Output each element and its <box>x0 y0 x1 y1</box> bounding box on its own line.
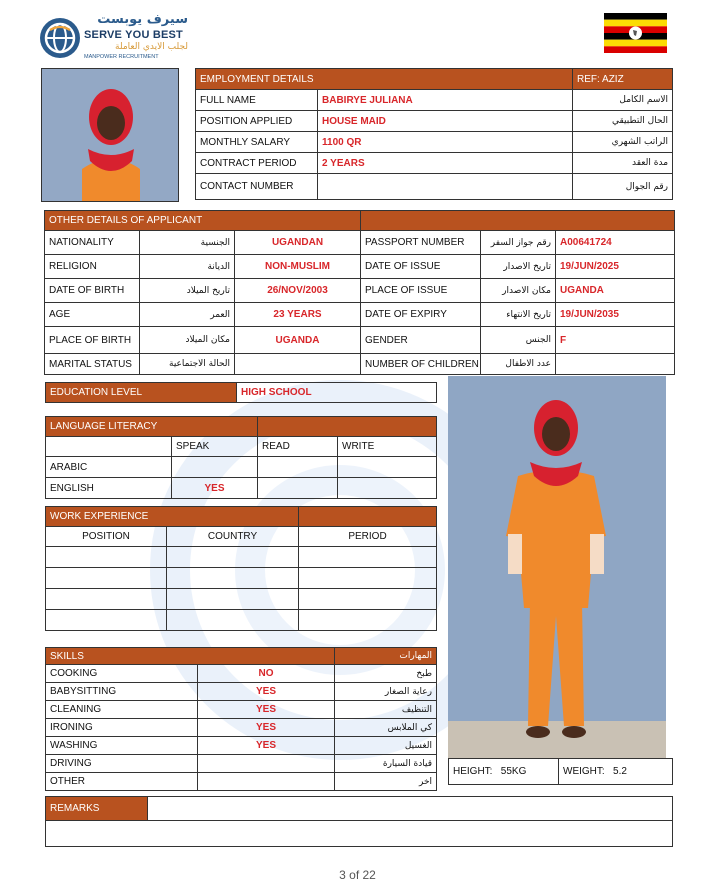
contact-arabic: رقم الجوال <box>573 174 673 200</box>
expiry-value: 19/JUN/2035 <box>556 303 675 327</box>
skill-other-arabic: اخر <box>335 773 437 791</box>
issue-date-arabic: تاريخ الاصدار <box>481 255 556 279</box>
marital-arabic: الحالة الاجتماعية <box>140 354 235 375</box>
arabic-write <box>338 457 437 478</box>
page-number: 3 of 22 <box>339 868 376 882</box>
skills-table <box>45 647 437 791</box>
work-experience-table <box>45 506 437 631</box>
skill-ironing-value: YES <box>198 719 335 737</box>
issue-place-value: UGANDA <box>556 279 675 303</box>
nationality-arabic: الجنسية <box>140 231 235 255</box>
uganda-flag-icon <box>604 13 667 53</box>
write-col-head: WRITE <box>338 437 437 457</box>
language-table <box>45 416 437 499</box>
skill-driving-arabic: قيادة السيارة <box>335 755 437 773</box>
marital-value <box>235 354 361 375</box>
salary-arabic: الراتب الشهري <box>573 132 673 153</box>
arabic-read <box>258 457 338 478</box>
gender-label: GENDER <box>361 327 481 354</box>
dob-arabic: تاريخ الميلاد <box>140 279 235 303</box>
dob-label: DATE OF BIRTH <box>45 279 140 303</box>
birthplace-label: PLACE OF BIRTH <box>45 327 140 354</box>
company-logo <box>38 12 188 64</box>
skill-cleaning-arabic: التنظيف <box>335 701 437 719</box>
work-cell <box>46 610 167 631</box>
employment-header: EMPLOYMENT DETAILS <box>196 69 573 90</box>
language-blank-head <box>46 437 172 457</box>
full-body-figure-icon <box>448 376 666 758</box>
salary-value: 1100 QR <box>318 132 573 153</box>
age-arabic: العمر <box>140 303 235 327</box>
contract-arabic: مدة العقد <box>573 153 673 174</box>
religion-label: RELIGION <box>45 255 140 279</box>
english-write <box>338 478 437 499</box>
work-cell <box>167 610 299 631</box>
work-cell <box>46 589 167 610</box>
education-label: EDUCATION LEVEL <box>46 383 237 403</box>
other-details-table <box>44 210 675 375</box>
issue-place-label: PLACE OF ISSUE <box>361 279 481 303</box>
issue-date-value: 19/JUN/2025 <box>556 255 675 279</box>
full-name-value: BABIRYE JULIANA <box>318 90 573 111</box>
skill-cooking-arabic: طبخ <box>335 665 437 683</box>
remarks-body <box>46 821 673 847</box>
ref-label: REF: <box>577 73 600 85</box>
skill-driving-label: DRIVING <box>46 755 198 773</box>
position-value: HOUSE MAID <box>318 111 573 132</box>
birthplace-value: UGANDA <box>235 327 361 354</box>
religion-arabic: الديانة <box>140 255 235 279</box>
language-header-right <box>258 417 437 437</box>
skill-washing-value: YES <box>198 737 335 755</box>
work-period-head: PERIOD <box>299 527 437 547</box>
work-header: WORK EXPERIENCE <box>46 507 299 527</box>
work-country-head: COUNTRY <box>167 527 299 547</box>
logo-arabic-title: سيرف يوبست <box>97 12 188 27</box>
gender-arabic: الجنس <box>481 327 556 354</box>
work-cell <box>167 568 299 589</box>
skill-driving-value <box>198 755 335 773</box>
other-details-header: OTHER DETAILS OF APPLICANT <box>45 211 361 231</box>
language-header: LANGUAGE LITERACY <box>46 417 258 437</box>
work-header-right <box>299 507 437 527</box>
expiry-arabic: تاريخ الانتهاء <box>481 303 556 327</box>
portrait-figure-icon <box>42 69 179 202</box>
children-label: NUMBER OF CHILDREN <box>361 354 481 375</box>
english-lang-label: ENGLISH <box>46 478 172 499</box>
weight-label: WEIGHT: <box>563 766 605 777</box>
age-label: AGE <box>45 303 140 327</box>
logo-arabic-sub: لجلب الايدي العاملة <box>115 42 188 52</box>
skill-babysitting-arabic: رعاية الصغار <box>335 683 437 701</box>
dob-value: 26/NOV/2003 <box>235 279 361 303</box>
skill-cooking-label: COOKING <box>46 665 198 683</box>
logo-tagline: MANPOWER RECRUITMENT <box>84 54 159 60</box>
skill-washing-label: WASHING <box>46 737 198 755</box>
applicant-portrait-photo <box>41 68 179 202</box>
skill-ironing-arabic: كي الملابس <box>335 719 437 737</box>
work-cell <box>299 568 437 589</box>
applicant-full-body-photo <box>448 376 666 758</box>
children-value <box>556 354 675 375</box>
arabic-speak <box>172 457 258 478</box>
age-value: 23 YEARS <box>235 303 361 327</box>
height-value: 55KG <box>500 766 527 777</box>
nationality-label: NATIONALITY <box>45 231 140 255</box>
other-details-header-right <box>361 211 675 231</box>
skill-other-label: OTHER <box>46 773 198 791</box>
contact-value <box>318 174 573 200</box>
expiry-label: DATE OF EXPIRY <box>361 303 481 327</box>
measurements-table <box>448 758 673 785</box>
gender-value: F <box>556 327 675 354</box>
education-value: HIGH SCHOOL <box>237 383 437 403</box>
work-cell <box>299 610 437 631</box>
passport-arabic: رقم جواز السفر <box>481 231 556 255</box>
birthplace-arabic: مكان الميلاد <box>140 327 235 354</box>
logo-english-title: SERVE YOU BEST <box>84 29 183 41</box>
arabic-lang-label: ARABIC <box>46 457 172 478</box>
ref-cell <box>573 69 673 90</box>
children-arabic: عدد الاطفال <box>481 354 556 375</box>
work-cell <box>46 547 167 568</box>
height-cell <box>449 759 559 785</box>
weight-value: 5.2 <box>613 766 627 777</box>
remarks-label: REMARKS <box>46 797 148 821</box>
work-cell <box>299 589 437 610</box>
work-cell <box>167 589 299 610</box>
skill-cooking-value: NO <box>198 665 335 683</box>
read-col-head: READ <box>258 437 338 457</box>
work-cell <box>299 547 437 568</box>
globe-logo-icon <box>38 16 82 60</box>
skill-babysitting-label: BABYSITTING <box>46 683 198 701</box>
english-read <box>258 478 338 499</box>
english-speak: YES <box>172 478 258 499</box>
nationality-value: UGANDAN <box>235 231 361 255</box>
height-label: HEIGHT: <box>453 766 493 777</box>
remarks-value <box>148 797 673 821</box>
skills-header: SKILLS <box>46 648 335 665</box>
passport-label: PASSPORT NUMBER <box>361 231 481 255</box>
issue-date-label: DATE OF ISSUE <box>361 255 481 279</box>
skill-babysitting-value: YES <box>198 683 335 701</box>
skill-cleaning-value: YES <box>198 701 335 719</box>
skill-other-value <box>198 773 335 791</box>
skill-ironing-label: IRONING <box>46 719 198 737</box>
salary-label: MONTHLY SALARY <box>196 132 318 153</box>
skill-washing-arabic: الغسيل <box>335 737 437 755</box>
skills-header-arabic: المهارات <box>335 648 437 665</box>
work-cell <box>46 568 167 589</box>
work-position-head: POSITION <box>46 527 167 547</box>
full-name-label: FULL NAME <box>196 90 318 111</box>
marital-label: MARITAL STATUS <box>45 354 140 375</box>
passport-value: A00641724 <box>556 231 675 255</box>
contract-label: CONTRACT PERIOD <box>196 153 318 174</box>
position-label: POSITION APPLIED <box>196 111 318 132</box>
contract-value: 2 YEARS <box>318 153 573 174</box>
skill-cleaning-label: CLEANING <box>46 701 198 719</box>
contact-label: CONTACT NUMBER <box>196 174 318 200</box>
full-name-arabic: الاسم الكامل <box>573 90 673 111</box>
speak-col-head: SPEAK <box>172 437 258 457</box>
issue-place-arabic: مكان الاصدار <box>481 279 556 303</box>
ref-value: AZIZ <box>602 73 624 85</box>
work-cell <box>167 547 299 568</box>
position-arabic: الحال التطبيقي <box>573 111 673 132</box>
education-table <box>45 382 437 403</box>
employment-details-table <box>195 68 673 200</box>
weight-cell <box>559 759 673 785</box>
religion-value: NON-MUSLIM <box>235 255 361 279</box>
remarks-table <box>45 796 673 847</box>
